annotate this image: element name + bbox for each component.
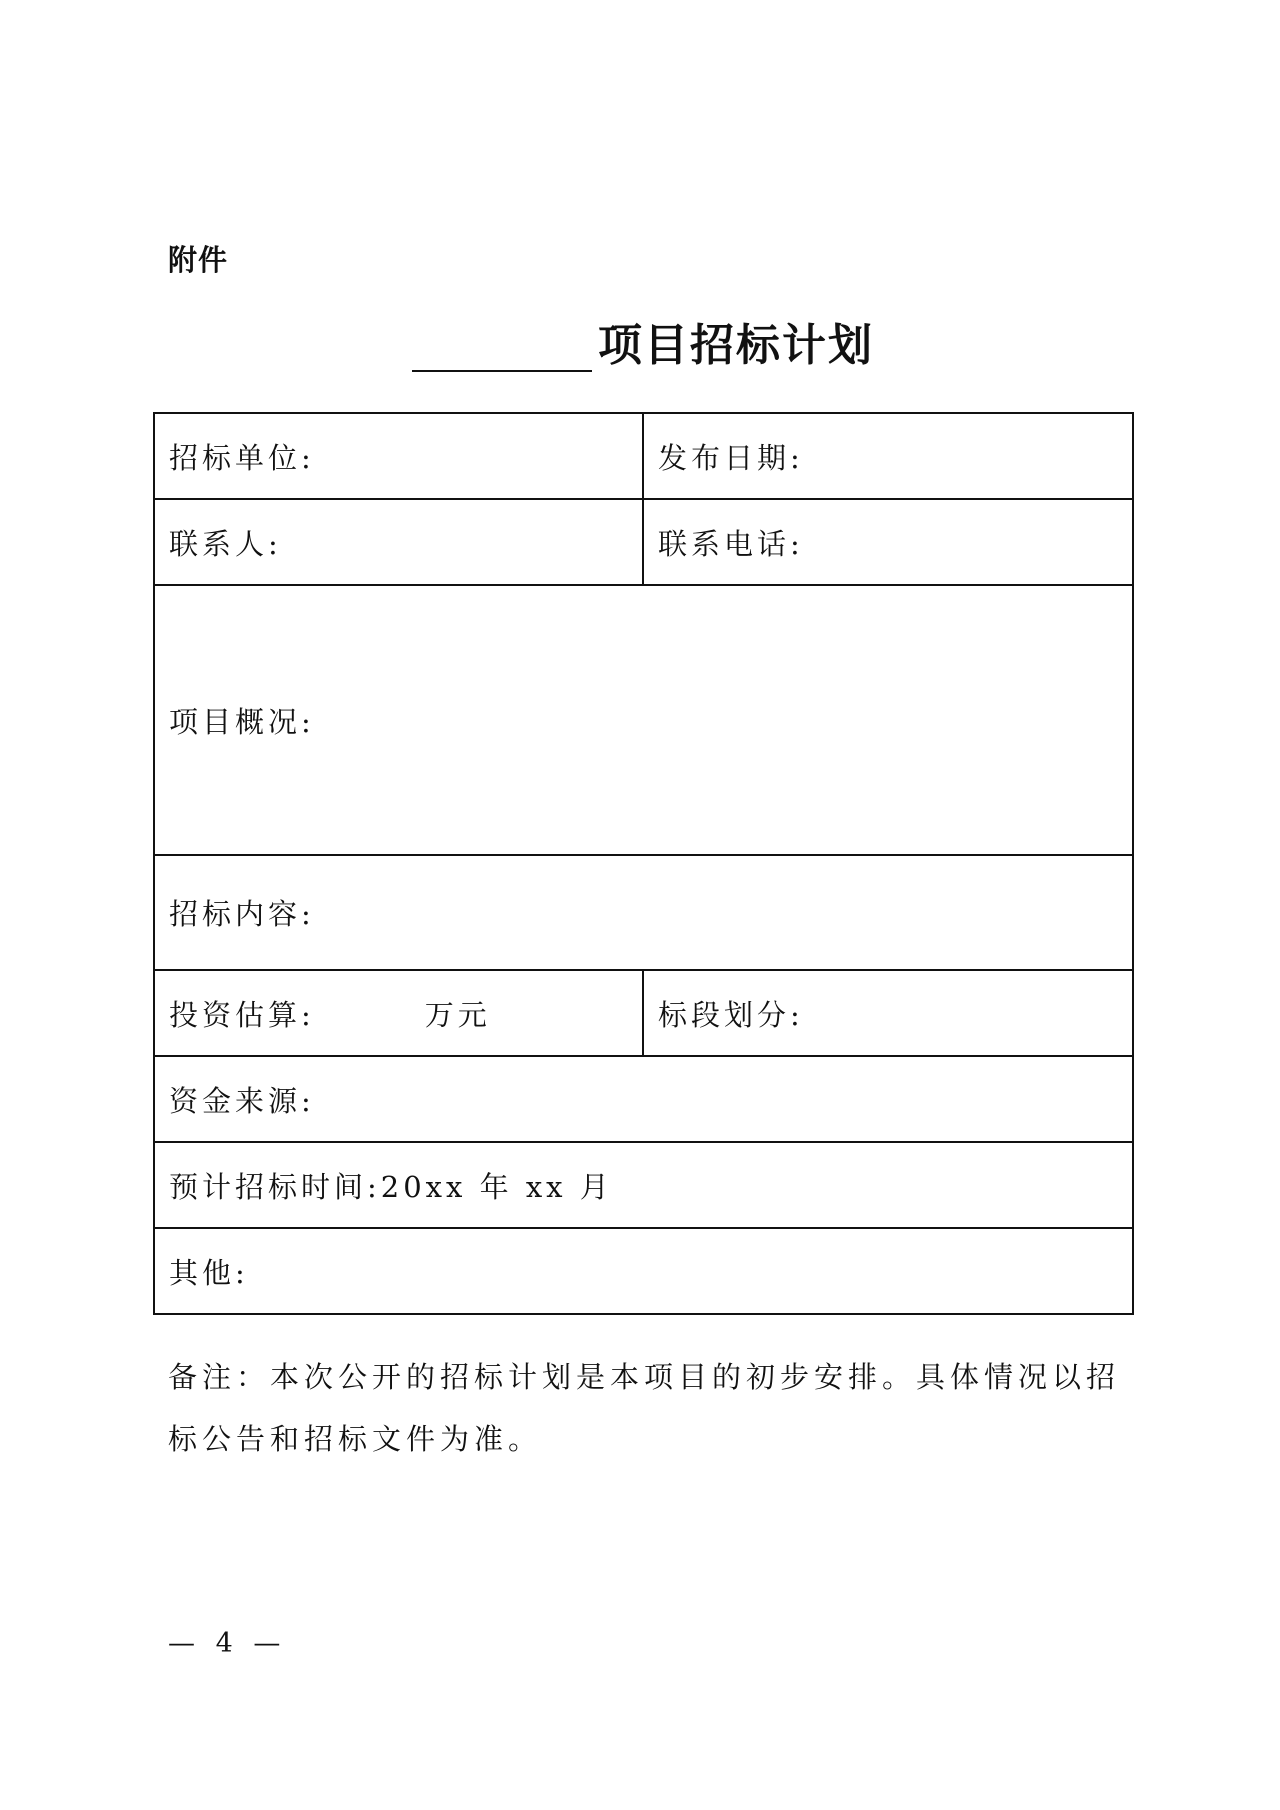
expected-tender-time-cell bbox=[154, 1142, 1133, 1228]
contact-person-cell bbox=[154, 499, 643, 585]
table-row bbox=[154, 970, 1133, 1056]
title-text: 项目招标计划 bbox=[598, 320, 874, 371]
table-row bbox=[154, 1142, 1133, 1228]
page-number: — 4 — bbox=[168, 1628, 287, 1659]
other-cell bbox=[154, 1228, 1133, 1314]
fund-source-label: 资金来源: bbox=[169, 1083, 315, 1118]
table-row bbox=[154, 499, 1133, 585]
publish-date-label: 发布日期: bbox=[658, 440, 804, 475]
investment-estimate-label: 投资估算: bbox=[169, 997, 315, 1032]
contact-phone-cell bbox=[643, 499, 1133, 585]
contact-phone-label: 联系电话: bbox=[658, 526, 804, 561]
tender-unit-cell bbox=[154, 413, 643, 499]
other-label: 其他: bbox=[169, 1255, 249, 1290]
investment-estimate-cell bbox=[154, 970, 643, 1056]
publish-date-cell bbox=[643, 413, 1133, 499]
tender-unit-label: 招标单位: bbox=[169, 440, 315, 475]
table-row bbox=[154, 413, 1133, 499]
remarks-note: 备注：本次公开的招标计划是本项目的初步安排。具体情况以招标公告和招标文件为准。 bbox=[168, 1360, 1121, 1456]
tender-content-cell bbox=[154, 855, 1133, 970]
table-row bbox=[154, 1228, 1133, 1314]
attachment-label: 附件 bbox=[168, 243, 229, 277]
table-row bbox=[154, 1056, 1133, 1142]
tender-content-label: 招标内容: bbox=[169, 897, 315, 931]
section-division-cell bbox=[643, 970, 1133, 1056]
table-row bbox=[154, 855, 1133, 970]
contact-person-label: 联系人: bbox=[169, 526, 282, 561]
table-row bbox=[154, 585, 1133, 855]
fund-source-cell bbox=[154, 1056, 1133, 1142]
investment-unit: 万元 bbox=[424, 997, 491, 1032]
project-overview-cell bbox=[154, 585, 1133, 855]
expected-tender-time-value: 20xx 年 xx 月 bbox=[380, 1169, 613, 1204]
page-title bbox=[412, 318, 874, 372]
section-division-label: 标段划分: bbox=[658, 997, 804, 1032]
expected-tender-time-label: 预计招标时间: bbox=[169, 1169, 381, 1204]
tender-plan-table bbox=[153, 412, 1134, 1315]
project-overview-label: 项目概况: bbox=[169, 704, 315, 739]
title-blank-line bbox=[412, 318, 592, 372]
